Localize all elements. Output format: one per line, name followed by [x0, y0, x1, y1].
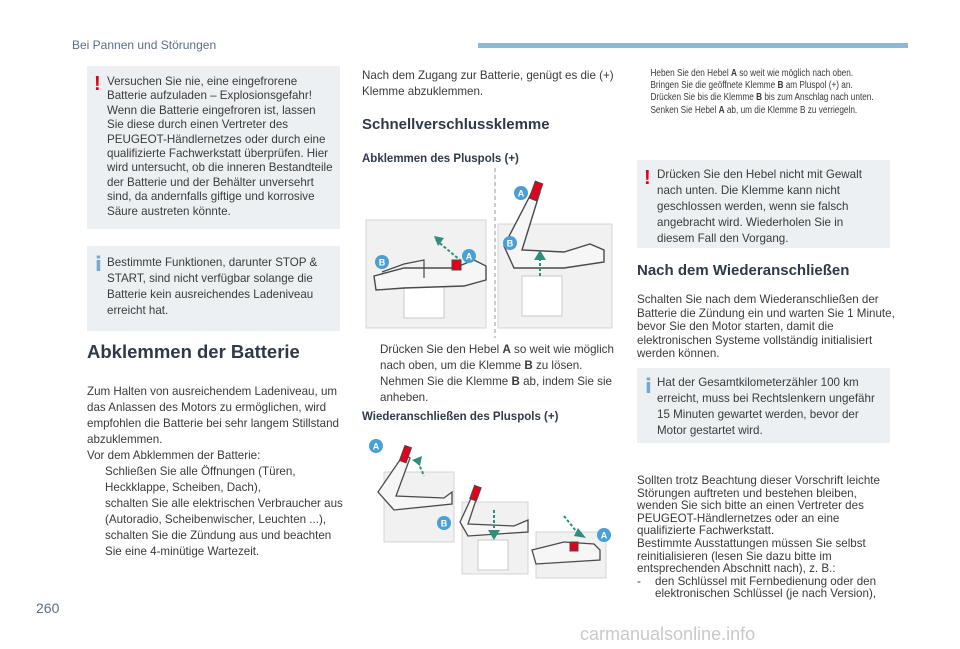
warning-text: Versuchen Sie nie, eine eingefrorene Batterie aufzuladen – Explosionsgefahr! Wenn die Batterie eingefroren ist, lassen Sie diese durch einen Vertreter des PEUGEOT-Händlernetzes oder durch eine qualifizierte Fachwerkstatt überprüfen. Hier wird untersucht, ob die inneren Bestandteile der Batterie und der Behälter unversehrt sind, da andernfalls giftige und korrosive Säure austreten könnte.: [107, 75, 333, 218]
section-header: Bei Pannen und Störungen: [72, 38, 217, 52]
header-bar: [478, 43, 908, 48]
svg-text:A: A: [465, 251, 473, 262]
info-box: [87, 246, 340, 331]
svg-text:B: B: [506, 238, 514, 249]
list-item: schalten Sie alle elektrischen Verbraucher aus (Autoradio, Scheibenwischer, Leuchten ...),: [105, 497, 343, 526]
info-box: [637, 368, 890, 443]
info-mark-icon: i: [95, 252, 102, 276]
after-reconnect-para: Schalten Sie nach dem Wiederanschließen der Batterie die Zündung ein und warten Sie 1 Minute, bevor Sie den Motor starten, damit die elektronischen Systeme vollständig initialisiert werden können.: [637, 293, 895, 361]
after-reconnect-title: Nach dem Wiederanschließen: [637, 262, 850, 279]
warning-box: [637, 160, 890, 248]
info-text: Bestimmte Funktionen, darunter STOP & START, sind nicht verfügbar solange die Batterie kein ausreichendes Ladeniveau erreicht hat.: [107, 256, 318, 317]
list-item: Bringen Sie die geöffnete Klemme B am Pluspol (+) an.: [650, 80, 853, 92]
svg-text:B: B: [440, 518, 448, 529]
list-item: Schließen Sie alle Öffnungen (Türen, Heckklappe, Scheiben, Dach),: [105, 465, 296, 494]
disconnect-intro: Zum Halten von ausreichendem Ladeniveau, um das Anlassen des Motors zu ermöglichen, wird empfohlen die Batterie bei sehr langem Stillstand abzuklemmen.: [87, 385, 339, 446]
list-item: Senken Sie Hebel A ab, um die Klemme B zu verriegeln.: [650, 104, 858, 116]
info-mark-icon: i: [645, 374, 652, 398]
page-number: 260: [36, 600, 60, 616]
list-item: Drücken Sie den Hebel A so weit wie möglich nach oben, um die Klemme B zu lösen.: [380, 343, 614, 372]
watermark: carmanualsonline.info: [580, 624, 756, 644]
warning-mark-icon: !: [644, 167, 651, 189]
section-title-disconnect: Abklemmen der Batterie: [87, 341, 300, 362]
dash-bullet: -: [637, 574, 641, 588]
info-text: Hat der Gesamtkilometerzähler 100 km erreicht, muss bei Rechtslenkern ungefähr 15 Minuten gewartet werden, bevor der Motor gestartet wird.: [657, 376, 875, 437]
list-item: schalten Sie die Zündung aus und beachten Sie eine 4-minütige Wartezeit.: [105, 529, 332, 558]
list-item: Heben Sie den Hebel A so weit wie möglich nach oben.: [650, 68, 854, 79]
quick-release-title: Schnellverschlussklemme: [362, 116, 550, 133]
reconnect-subtitle: Wiederanschließen des Pluspols (+): [362, 411, 559, 423]
warning-mark-icon: !: [94, 73, 101, 95]
disconnect-steps: [362, 342, 618, 406]
svg-text:A: A: [517, 188, 525, 199]
middle-intro: Nach dem Zugang zur Batterie, genügt es die (+) Klemme abzuklemmen.: [362, 69, 614, 98]
disconnect-subtitle: Abklemmen des Pluspols (+): [362, 153, 519, 165]
warning-box: [87, 66, 340, 229]
reconnect-steps: [637, 68, 889, 117]
figure-reconnect: [364, 432, 614, 582]
list-item: Drücken Sie bis die Klemme B bis zum Anschlag nach unten.: [650, 92, 874, 104]
svg-text:A: A: [372, 441, 380, 452]
svg-text:A: A: [600, 530, 608, 541]
figure-disconnect: [364, 168, 614, 338]
list-item: Nehmen Sie die Klemme B ab, indem Sie sie anheben.: [380, 375, 612, 404]
list-item: - den Schlüssel mit Fernbedienung oder den elektronischen Schlüssel (je nach Version),: [637, 574, 877, 601]
warning-text: Drücken Sie den Hebel nicht mit Gewalt nach unten. Die Klemme kann nicht geschlossen werden, wenn sie falsch angebracht wird. Wiederholen Sie in diesem Fall den Vorgang.: [657, 168, 862, 245]
after-reconnect-notes: Sollten trotz Beachtung dieser Vorschrift leichte Störungen auftreten und bestehen bleiben, wenden Sie sich bitte an einen Vertreter des PEUGEOT-Händlernetzes oder an eine qualifizierte Fachwerkstatt. Bestimmte Ausstattungen müssen Sie selbst reinitialisieren (lesen Sie dazu bitte im entsprechenden Abschnitt nach), z. B.: - den Schlüssel mit Fernbedienung oder den elektronischen Schlüssel (je nach Version),: [637, 475, 895, 601]
disconnect-body: [87, 384, 343, 560]
svg-text:B: B: [378, 257, 386, 268]
before-label: Vor dem Abklemmen der Batterie:: [87, 449, 261, 462]
